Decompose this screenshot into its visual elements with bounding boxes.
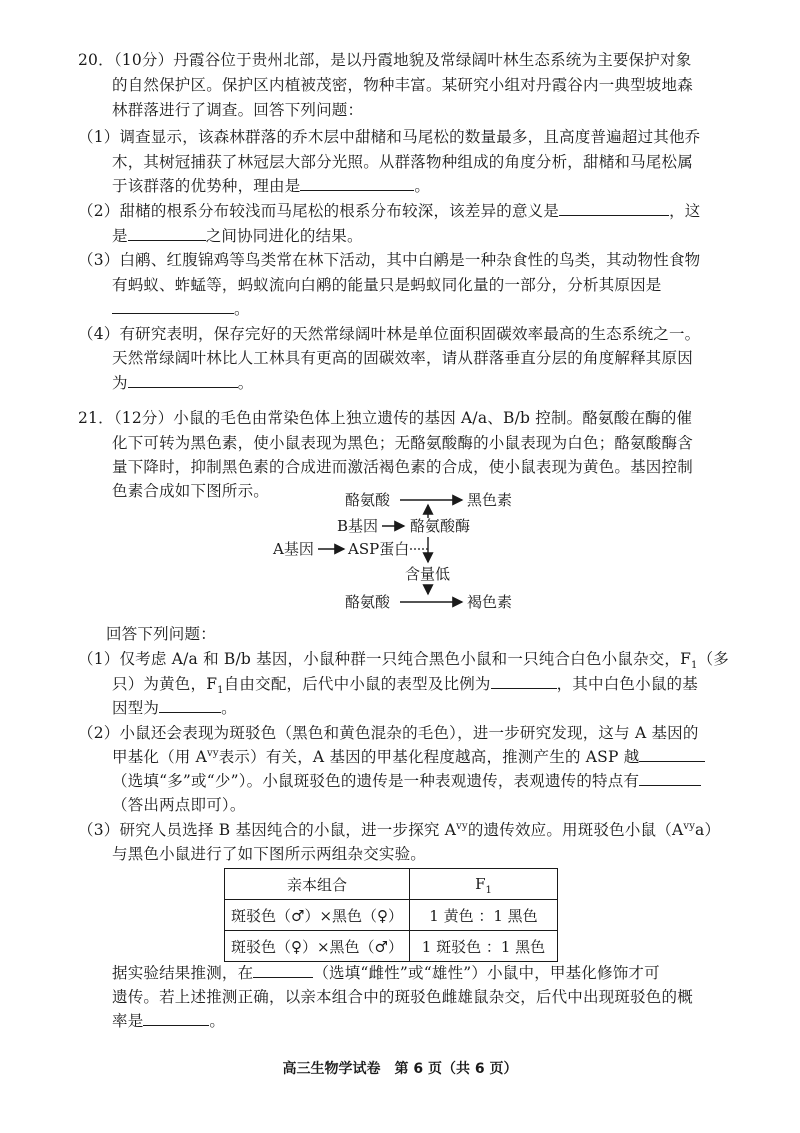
table-row	[225, 900, 558, 931]
answer-intro: 回答下列问题：	[106, 625, 216, 643]
q20-3-line-2: 有蚂蚁、蚱蜢等，蚂蚁流向白鹇的能量只是蚂蚁同化量的一部分，分析其原因是	[112, 276, 662, 294]
q21-line-2: 化下可转为黑色素，使小鼠表现为黑色；无酪氨酸酶的小鼠表现为白色；酪氨酸酶含	[112, 434, 693, 452]
q20-line-2: 的自然保护区。保护区内植被茂密，物种丰富。某研究小组对丹霞谷内一典型坡地森	[112, 76, 693, 94]
q20-1-line-1: （1）调查显示，该森林群落的乔木层中甜槠和马尾松的数量最多，且高度普遍超过其他乔	[78, 128, 701, 146]
q20-line-3: 林群落进行了调查。回答下列问题：	[112, 101, 364, 119]
q20-3-line-1: （3）白鹇、红腹锦鸡等鸟类常在林下活动，其中白鹇是一种杂食性的鸟类，其动物性食物	[78, 251, 701, 269]
q21-line-4: 色素合成如下图所示。	[112, 482, 270, 500]
answer-blank[interactable]	[159, 697, 221, 713]
row2-f1: 1 斑驳色 ：1 黑色	[409, 931, 557, 962]
q21-3-line-3: 据实验结果推测，在 （选填“雌性”或“雄性”）小鼠中，甲基化修饰才可	[112, 964, 660, 982]
label-low-content: 含量低	[405, 565, 451, 583]
answer-blank[interactable]	[639, 746, 705, 762]
row1-parents: 斑驳色（♂）×黑色（♀）	[225, 900, 410, 931]
q21-line-1: 21．（12分）小鼠的毛色由常染色体上独立遗传的基因 A/a、B/b 控制。酪氨酸在酶的催	[78, 409, 693, 427]
q20-2-line-2: 是 之间协同进化的结果。	[112, 227, 363, 245]
answer-blank[interactable]	[491, 673, 557, 689]
q21-2-line-2: 甲基化（用 $A^{vy}$表示）有关，A 基因的甲基化程度越高，推测产生的 ASP 越	[112, 746, 705, 768]
q21-3-line-5: 率是 。	[112, 1012, 226, 1030]
label-tyrosinase: 酪氨酸酶	[410, 517, 471, 535]
header-f1: $F_1$	[409, 869, 557, 900]
table-row	[225, 931, 558, 962]
q21-3-line-2: 与黑色小鼠进行了如下图所示两组杂交实验。	[112, 845, 427, 863]
q21-line-3: 量下降时，抑制黑色素的合成进而激活褐色素的合成，使小鼠表现为黄色。基因控制	[112, 458, 693, 476]
q20-4-line-2: 天然常绿阔叶林比人工林具有更高的固碳效率，请从群落垂直分层的角度解释其原因	[112, 349, 693, 367]
q21-2-line-3: （选填“多”或“少”）。小鼠斑驳色的遗传是一种表观遗传，表观遗传的特点有	[112, 770, 701, 792]
answer-blank[interactable]	[253, 962, 313, 978]
q21-2-line-4: （答出两点即可）。	[112, 796, 246, 814]
q20-4-line-3: 为 。	[112, 374, 254, 392]
label-a-gene: A基因	[273, 540, 314, 558]
q20-2-line-1: （2）甜槠的根系分布较浅而马尾松的根系分布较深，该差异的意义是 ，这	[78, 202, 701, 220]
q21-3-line-1: （3）研究人员选择 B 基因纯合的小鼠，进一步探究 $A^{vy}$的遗传效应。用斑驳色小鼠$(A^{vy}a)$	[78, 820, 721, 839]
q21-1-line-2: 只）为黄色，$F_1$自由交配，后代中小鼠的表型及比例为 ，其中白色小鼠的基	[112, 675, 698, 697]
label-brown-pigment: 褐色素	[467, 593, 513, 611]
q20-1-line-2: 木，其树冠捕获了林冠层大部分光照。从群落物种组成的角度分析，甜槠和马尾松属	[112, 153, 693, 171]
label-asp-protein: ASP蛋白	[348, 540, 410, 558]
label-tyrosine-bottom: 酪氨酸	[345, 593, 391, 611]
q20-4-line-1: （4）有研究表明，保存完好的天然常绿阔叶林是单位面积固碳效率最高的生态系统之一。	[78, 325, 701, 343]
q21-3-line-4: 遗传。若上述推测正确，以亲本组合中的斑驳色雌雄鼠杂交，后代中出现斑驳色的概	[112, 988, 693, 1006]
label-black-pigment: 黑色素	[467, 491, 513, 509]
answer-blank[interactable]	[639, 770, 701, 786]
row2-parents: 斑驳色（♀）×黑色（♂）	[225, 931, 410, 962]
label-b-gene: B基因	[337, 517, 379, 535]
q20-3-line-3: 。	[112, 298, 250, 320]
q21-1-line-1: （1）仅考虑 A/a 和 B/b 基因，小鼠种群一只纯合黑色小鼠和一只纯合白色小鼠杂交，$F_1$（多	[78, 650, 729, 672]
table-header-row	[225, 869, 558, 900]
label-tyrosine-top: 酪氨酸	[345, 491, 391, 509]
q20-1-line-3: 于该群落的优势种，理由是 。	[112, 177, 431, 195]
q20-line-1: 20．（10分）丹霞谷位于贵州北部，是以丹霞地貌及常绿阔叶林生态系统为主要保护对象	[78, 51, 692, 69]
q21-1-line-3: 因型为 。	[112, 699, 237, 717]
q21-2-line-1: （2）小鼠还会表现为斑驳色（黑色和黄色混杂的毛色），进一步研究发现，这与 A 基因的	[78, 724, 699, 742]
page-footer: 高三生物学试卷 第 6 页（共 6 页）	[282, 1061, 518, 1077]
row1-f1: 1 黄色 ：1 黑色	[409, 900, 557, 931]
cross-experiment-table	[224, 868, 558, 962]
answer-blank[interactable]	[143, 1010, 209, 1026]
header-parents: 亲本组合	[225, 869, 410, 900]
